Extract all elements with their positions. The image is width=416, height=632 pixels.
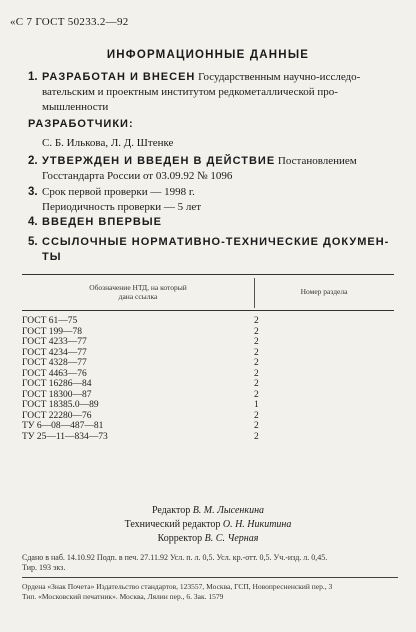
reference-designation: ГОСТ 16286—84 [22, 379, 92, 389]
section-text: Государственным научно-исследо- [195, 71, 361, 83]
corrector-line [0, 532, 416, 546]
section-1 [28, 70, 400, 115]
section-lead: ТЫ [42, 251, 62, 263]
section-lead: ССЫЛОЧНЫЕ НОРМАТИВНО-ТЕХНИЧЕСКИЕ ДОКУМЕН- [42, 236, 390, 248]
corrector-label: Корректор [157, 533, 205, 544]
section-number-cell: 2 [254, 410, 259, 421]
table-row [22, 316, 394, 327]
developers-heading: РАЗРАБОТЧИКИ: [28, 118, 134, 130]
table-row [22, 432, 394, 443]
section-number-cell: 2 [254, 326, 259, 337]
section-text: мышленности [42, 101, 109, 113]
section-number-cell: 2 [254, 337, 259, 347]
print-info [22, 553, 398, 573]
column-header-line: Обозначение НТД, на который [89, 283, 187, 292]
section-lead: ВВЕДЕН ВПЕРВЫЕ [42, 216, 162, 228]
section-text: Госстандарта России от 03.09.92 № 1096 [42, 170, 233, 182]
print-info-line: Тир. 193 экз. [22, 563, 66, 572]
section-number-cell: 1 [254, 400, 259, 410]
table-header-rule [22, 310, 394, 311]
table-row [22, 400, 394, 411]
reference-designation: ГОСТ 4328—77 [22, 358, 87, 368]
reference-designation: ГОСТ 61—75 [22, 316, 78, 326]
reference-designation: ГОСТ 199—78 [22, 326, 82, 337]
table-row [22, 327, 394, 338]
table-row [22, 379, 394, 390]
corrector-name: В. С. Черная [204, 533, 259, 544]
table-body [22, 316, 394, 442]
section-text: Постановлением [275, 155, 357, 167]
developers-names: С. Б. Илькова, Л. Д. Штенке [42, 137, 174, 149]
column-header-section: Номер раздела [300, 287, 348, 296]
reference-designation: ГОСТ 4234—77 [22, 347, 87, 358]
editor-label: Редактор [151, 505, 193, 516]
section-number: 3. [28, 186, 38, 198]
section-number: 4. [28, 216, 38, 228]
section-text: Периодичность проверки — 5 лет [42, 201, 202, 213]
section-4 [28, 215, 400, 230]
section-number-cell: 2 [254, 379, 259, 389]
section-number-cell: 2 [254, 389, 259, 400]
section-number-cell: 2 [254, 368, 259, 379]
page-header: «С 7 ГОСТ 50233.2—92 [10, 16, 129, 28]
reference-designation: ГОСТ 22280—76 [22, 410, 92, 421]
document-title: ИНФОРМАЦИОННЫЕ ДАННЫЕ [106, 49, 310, 61]
printer-line: Тип. «Московский печатник». Москва, Лялин пер., 6. Зак. 1579 [22, 592, 224, 601]
section-5 [28, 235, 400, 265]
tech-editor-label: Технический редактор [124, 519, 223, 530]
section-text: Срок первой проверки — 1998 г. [42, 186, 195, 198]
tech-editor-name: О. Н. Никитина [222, 519, 292, 530]
print-info-line: Сдано в наб. 14.10.92 Подп. в печ. 27.11.92 Усл. п. л. 0,5. Усл. кр.-отт. 0,5. Уч.-изд. л. 0,45. [22, 553, 328, 562]
table-top-rule [22, 274, 394, 275]
publisher-line: Ордена «Знак Почета» Издательство стандартов, 123557, Москва, ГСП, Новопресненский пер., 3 [22, 582, 333, 591]
section-number-cell: 2 [254, 431, 259, 442]
table-row [22, 390, 394, 401]
reference-designation: ГОСТ 18300—87 [22, 389, 92, 400]
section-number-cell: 2 [254, 421, 259, 431]
section-lead: УТВЕРЖДЕН И ВВЕДЕН В ДЕЙСТВИЕ [42, 155, 276, 167]
section-number: 5. [28, 236, 38, 248]
credits [0, 504, 416, 546]
reference-designation: ГОСТ 4233—77 [22, 337, 87, 347]
tech-editor-line [0, 518, 416, 532]
table-row [22, 411, 394, 422]
publisher-footer [22, 582, 398, 602]
reference-designation: ГОСТ 18385.0—89 [22, 400, 99, 410]
editor-name: В. М. Лысенкина [192, 505, 265, 516]
section-number-cell: 2 [254, 316, 259, 326]
reference-designation: ТУ 25—11—834—73 [22, 431, 108, 442]
table-row [22, 358, 394, 369]
section-number-cell: 2 [254, 358, 259, 368]
section-2 [28, 154, 400, 184]
table-row [22, 369, 394, 380]
footer-rule [22, 577, 398, 578]
section-lead: РАЗРАБОТАН И ВНЕСЕН [42, 71, 196, 83]
column-header-designation [22, 283, 254, 301]
table-row [22, 421, 394, 432]
section-number: 2. [28, 155, 38, 167]
section-number: 1. [28, 71, 38, 83]
section-3 [28, 185, 400, 215]
column-header-line: дана ссылка [118, 292, 158, 301]
reference-designation: ТУ 6—08—487—81 [22, 421, 104, 431]
reference-designation: ГОСТ 4463—76 [22, 368, 87, 379]
section-text: вательским и проектным институтом редкометаллической про- [42, 86, 338, 98]
table-row [22, 337, 394, 348]
table-row [22, 348, 394, 359]
editor-line [0, 504, 416, 518]
section-number-cell: 2 [254, 347, 259, 358]
